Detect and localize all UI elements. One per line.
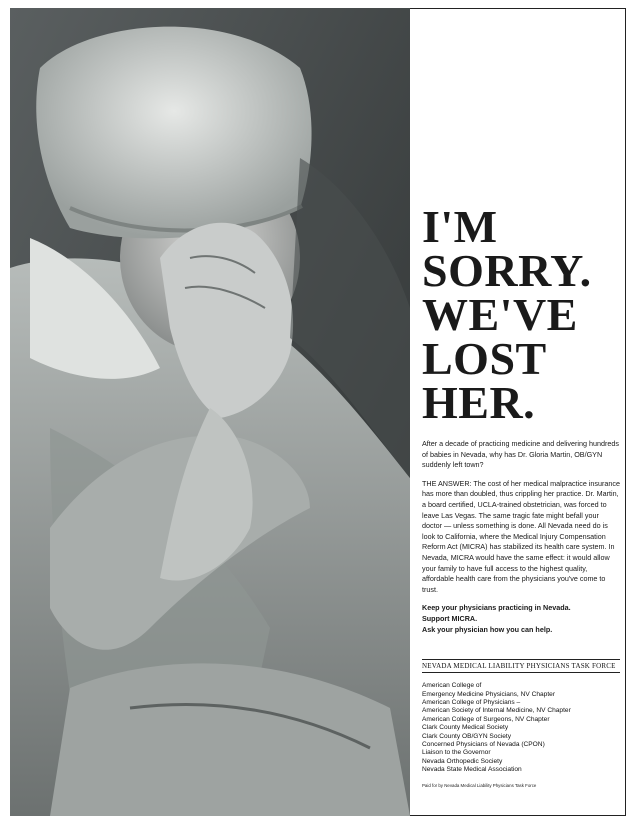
member-line: American College of Surgeons, NV Chapter [422, 715, 550, 723]
headline-line: WE'VE [422, 289, 578, 340]
member-line: Nevada Orthopedic Society [422, 757, 503, 765]
member-line: Concerned Physicians of Nevada (CPON) [422, 740, 545, 748]
member-item [422, 749, 620, 757]
member-line: Liaison to the Governor [422, 749, 491, 757]
member-item [422, 758, 620, 766]
member-item [422, 724, 620, 732]
member-item [422, 766, 620, 774]
cta-line: Ask your physician how you can help. [422, 624, 553, 634]
member-list [422, 682, 620, 774]
member-item [422, 733, 620, 741]
call-to-action [422, 603, 620, 635]
member-line: American Society of Internal Medicine, NV Chapter [422, 707, 571, 715]
headline-line: SORRY. [422, 245, 592, 296]
text-column [422, 201, 620, 788]
cta-line: Keep your physicians practicing in Nevada. [422, 603, 571, 613]
member-item [422, 682, 620, 699]
member-item [422, 699, 620, 716]
intro-paragraph: After a decade of practicing medicine and delivering hundreds of babies in Nevada, why has Dr. Gloria Martin, OB/GYN suddenly left town? [422, 439, 619, 470]
member-line: American College of [422, 682, 482, 690]
member-line: Clark County Medical Society [422, 724, 509, 732]
member-line: Nevada State Medical Association [422, 766, 522, 774]
paid-for-notice: Paid for by Nevada Medical Liability Physicians Task Force [422, 782, 537, 788]
headline-line: LOST [422, 333, 547, 384]
headline [422, 201, 620, 428]
member-line: Emergency Medicine Physicians, NV Chapter [422, 690, 556, 698]
headline-line: I'M [422, 201, 498, 252]
member-line: Clark County OB/GYN Society [422, 732, 512, 740]
task-force-title: NEVADA MEDICAL LIABILITY PHYSICIANS TASK FORCE [422, 659, 620, 673]
answer-paragraph: THE ANSWER: The cost of her medical malpractice insurance has more than doubled, thus crippling her practice. Dr. Martin, a board certified, UCLA-trained obstetrician, was forced to leave Las Vegas. The same tragic fate might befall your doctor — unless something is done. All Nevada need do is look to California, where the Medical Injury Compensation Reform Act (MICRA) has stabilized its health care system. In Nevada, MICRA would have the same effect: it would allow your family to have full access to the highest quality, affordable health care from the physicians you've come to trust. [422, 478, 620, 594]
headline-line: HER. [422, 377, 536, 428]
surgeon-photo [10, 8, 410, 816]
member-line: American College of Physicians – [422, 698, 521, 706]
member-item [422, 716, 620, 724]
cta-line: Support MICRA. [422, 613, 478, 623]
member-item [422, 741, 620, 749]
